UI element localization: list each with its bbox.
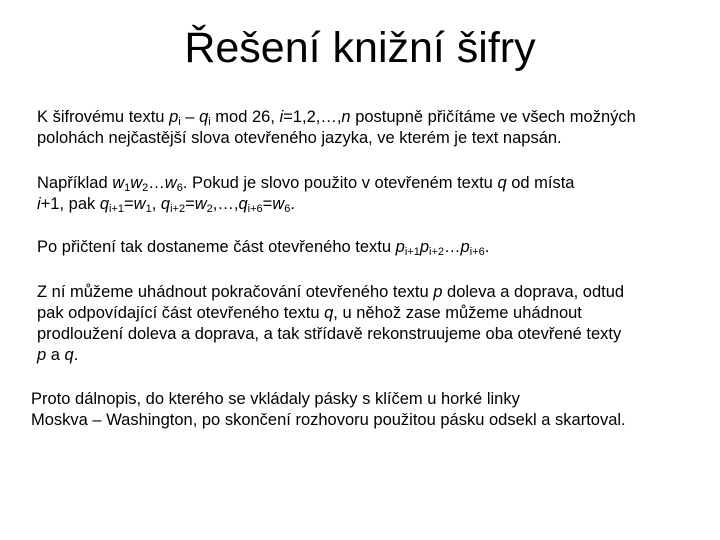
text-run: postupně přičítáme ve všech možných	[350, 108, 636, 126]
text-run: .	[484, 238, 490, 256]
var-p: p	[37, 346, 47, 364]
paragraph-line: polohách nejčastější slova otevřeného jazyka, ve kterém je text napsán.	[37, 129, 562, 147]
text-run: …	[148, 174, 165, 192]
var-q: q	[238, 195, 248, 213]
paragraph-line: prodloužení doleva a doprava, a tak střídavě rekonstruujeme oba otevřené texty	[37, 325, 622, 343]
var-q: q	[64, 346, 74, 364]
text-run: =	[185, 195, 195, 213]
subscript: i+2	[170, 203, 186, 215]
text-run: =	[262, 195, 273, 213]
subscript: i+2	[429, 246, 445, 258]
paragraph-line	[37, 345, 624, 366]
paragraph-line: Moskva – Washington, po skončení rozhovoru použitou pásku odsekl a skartoval.	[31, 411, 626, 429]
var-i: i	[279, 108, 284, 126]
paragraph-cipher-method	[37, 107, 636, 149]
var-w: w	[133, 195, 146, 213]
text-run: pak odpovídající část otevřeného textu	[37, 304, 325, 322]
text-run: …	[444, 238, 461, 256]
paragraph-example	[37, 173, 575, 215]
subscript: 1	[124, 182, 131, 194]
paragraph-line	[37, 237, 489, 258]
var-q: q	[497, 174, 507, 192]
var-p: p	[419, 238, 430, 256]
var-w: w	[130, 174, 143, 192]
text-run: +1, pak	[40, 195, 100, 213]
text-run: Po přičtení tak dostaneme část otevřeného textu	[37, 238, 396, 256]
subscript: i+1	[109, 203, 125, 215]
paragraph-line	[37, 107, 636, 128]
paragraph-line	[37, 282, 624, 303]
subscript: i	[208, 116, 211, 128]
var-w: w	[194, 195, 207, 213]
var-p: p	[433, 283, 443, 301]
subscript: i+1	[404, 246, 420, 258]
var-w: w	[112, 174, 125, 192]
text-run: =1,2,…,	[283, 108, 342, 126]
text-run: .	[73, 346, 79, 364]
paragraph-result	[37, 237, 489, 258]
var-n: n	[341, 108, 351, 126]
text-run: , u něhož zase můžeme uhádnout	[333, 304, 582, 322]
text-run: ,…,	[212, 195, 239, 213]
text-run: od místa	[506, 174, 575, 192]
subscript: 2	[142, 182, 149, 194]
var-w: w	[164, 174, 177, 192]
var-q: q	[160, 195, 171, 213]
subscript: i+6	[247, 203, 263, 215]
text-run: a	[46, 346, 65, 364]
var-p: p	[460, 238, 470, 256]
text-run: . Pokud je slovo použito v otevřeném textu	[182, 174, 498, 192]
var-w: w	[272, 195, 285, 213]
var-q: q	[99, 195, 110, 213]
text-run: mod 26,	[210, 108, 280, 126]
subscript: 1	[145, 203, 152, 215]
var-p: p	[395, 238, 405, 256]
paragraph-line	[37, 173, 575, 194]
subscript: 2	[206, 203, 213, 215]
paragraph-line	[37, 303, 624, 324]
text-run: Z ní můžeme uhádnout pokračování otevřeného textu	[37, 283, 434, 301]
var-p: p	[169, 108, 179, 126]
text-run: doleva a doprava, odtud	[442, 283, 625, 301]
paragraph-hotline	[31, 389, 626, 431]
subscript: 6	[284, 203, 291, 215]
paragraph-line	[37, 194, 575, 215]
var-q: q	[324, 304, 334, 322]
var-q: q	[199, 108, 209, 126]
slide-title: Řešení knižní šifry	[184, 24, 536, 72]
text-run: =	[124, 195, 134, 213]
text-run: .	[290, 195, 295, 213]
text-run: ,	[151, 195, 161, 213]
text-run: Například	[37, 174, 113, 192]
subscript: i	[178, 116, 181, 128]
var-i: i	[37, 195, 41, 213]
subscript: 6	[176, 182, 183, 194]
text-run: –	[180, 108, 200, 126]
subscript: i+6	[469, 246, 485, 258]
paragraph-reconstruction	[37, 282, 624, 366]
paragraph-line: Proto dálnopis, do kterého se vkládaly pásky s klíčem u horké linky	[31, 390, 520, 408]
text-run: K šifrovému textu	[37, 108, 170, 126]
